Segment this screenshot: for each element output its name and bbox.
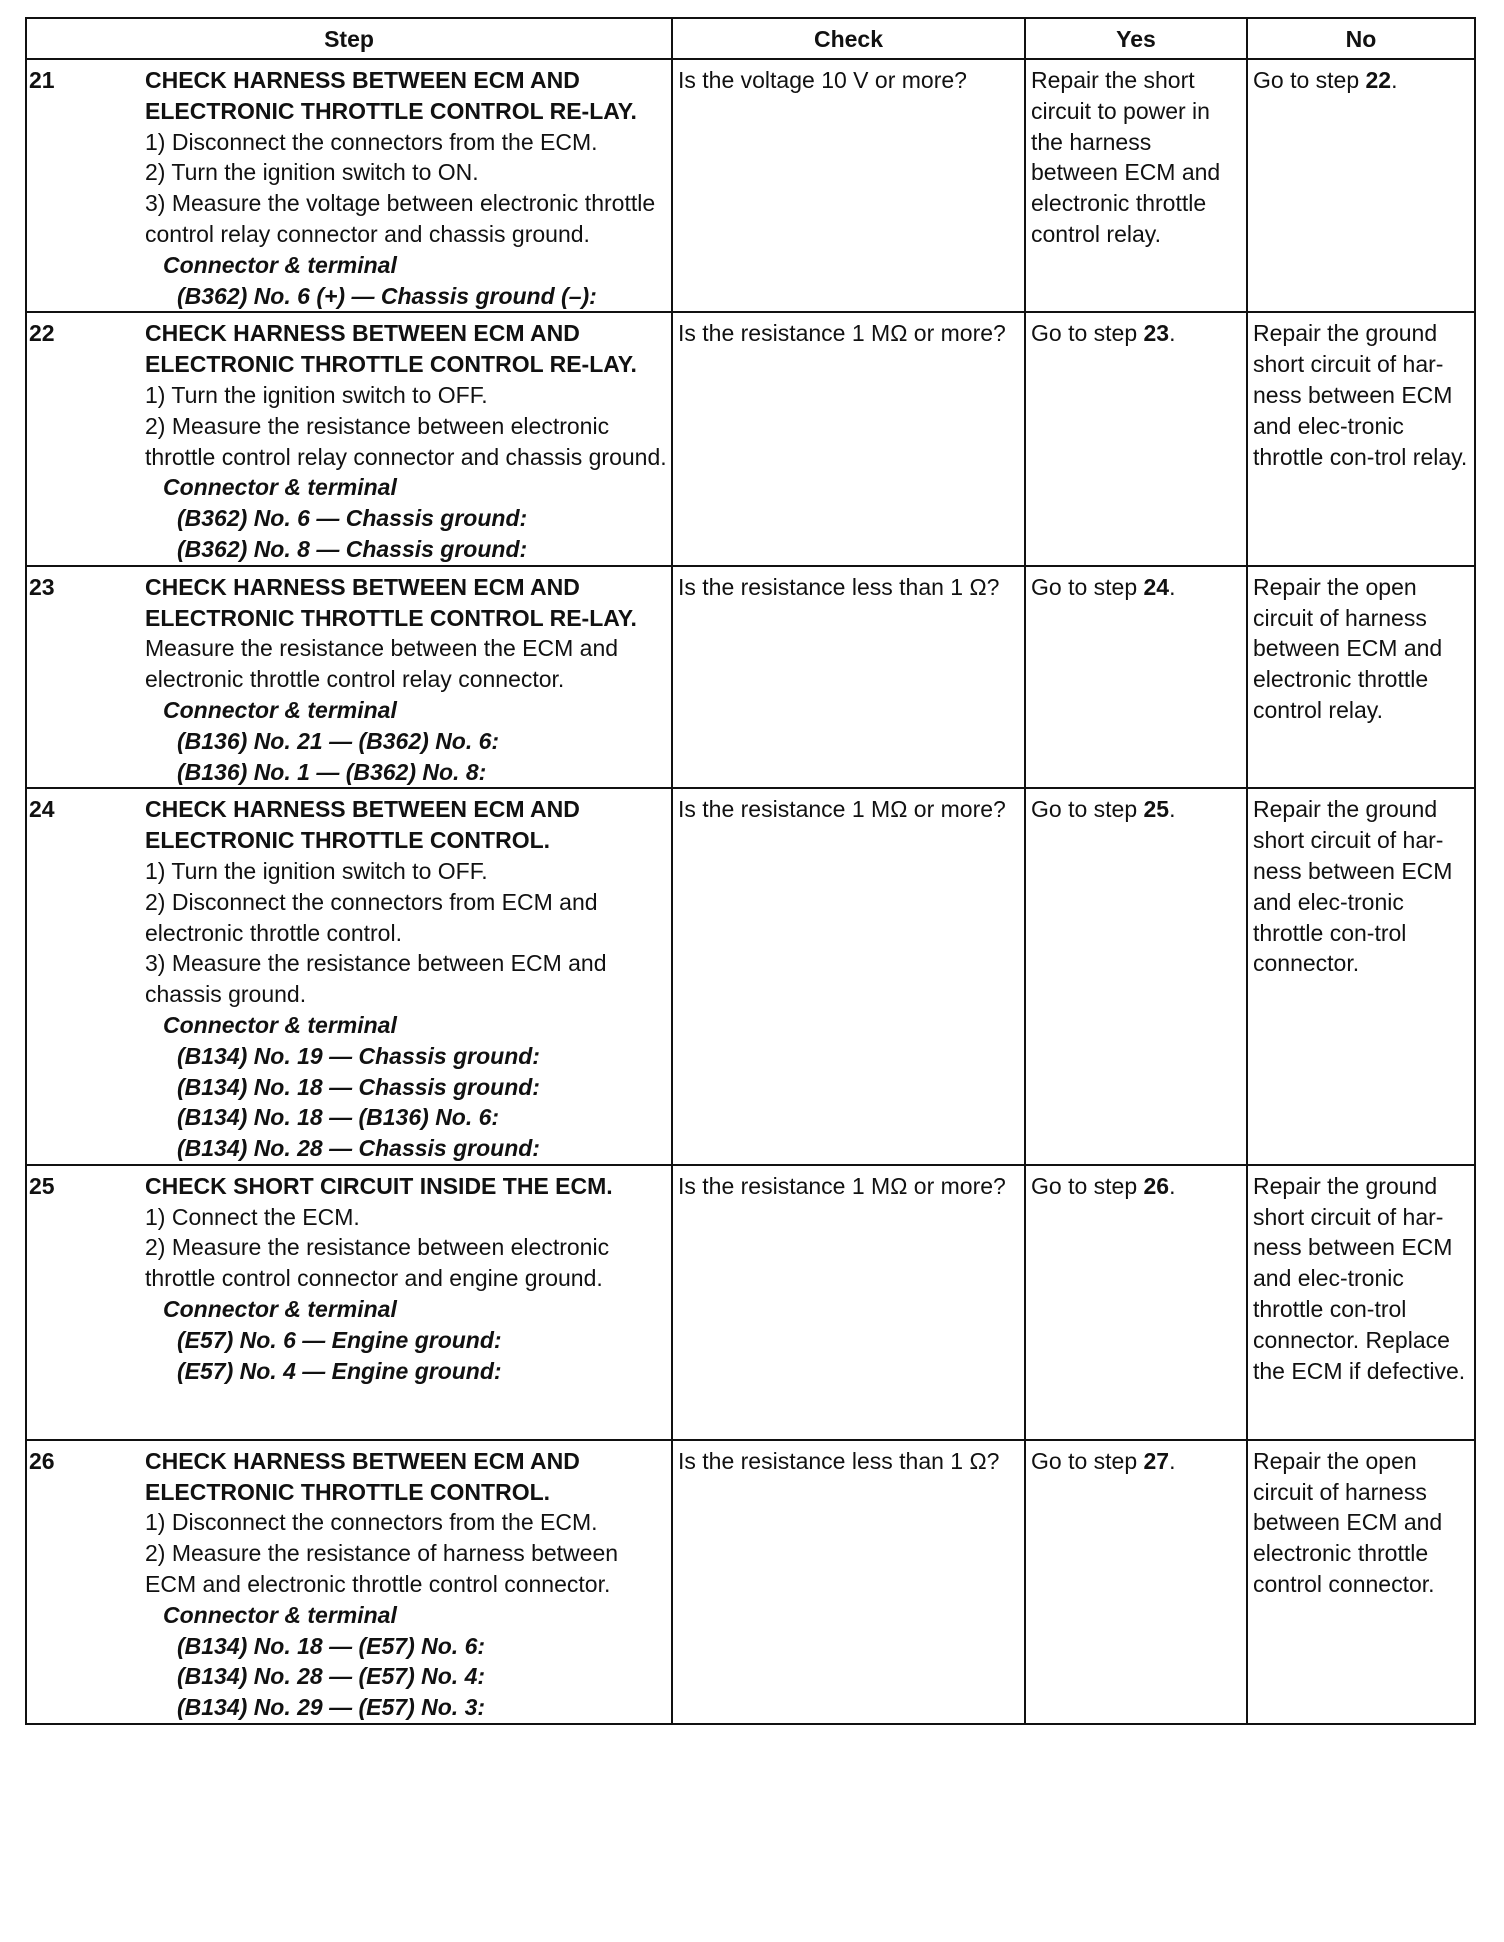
step-instruction: 1) Disconnect the connectors from the ECM. — [145, 1509, 598, 1536]
connector-heading: Connector & terminal — [163, 1296, 397, 1323]
step-cell — [26, 1165, 672, 1440]
yes-text: Go to step — [1031, 573, 1144, 600]
step-number: 21 — [29, 67, 55, 93]
step-instruction: 2) Measure the resistance of harness between ECM and electronic throttle control connector. — [145, 1540, 619, 1598]
connector-terminal: (B134) No. 18 — Chassis ground: — [177, 1073, 540, 1100]
step-title: CHECK HARNESS BETWEEN ECM AND ELECTRONIC THROTTLE CONTROL. — [145, 796, 580, 854]
yes-cell — [1025, 312, 1247, 565]
yes-cell — [1025, 566, 1247, 789]
connector-terminal: (B134) No. 18 — (B136) No. 6: — [177, 1104, 500, 1131]
step-cell — [26, 1440, 672, 1724]
table-row — [26, 1165, 1475, 1440]
diagnostic-table — [25, 17, 1476, 1725]
connector-terminal: (B136) No. 1 — (B362) No. 8: — [177, 758, 487, 785]
check-cell: Is the resistance less than 1 Ω? — [672, 1440, 1025, 1724]
step-instruction: 1) Disconnect the connectors from the ECM. — [145, 128, 598, 155]
step-cell — [26, 788, 672, 1165]
step-title: CHECK HARNESS BETWEEN ECM AND ELECTRONIC THROTTLE CONTROL. — [145, 1447, 580, 1505]
goto-step-number: 23 — [1143, 320, 1170, 347]
connector-terminal: (E57) No. 4 — Engine ground: — [177, 1357, 502, 1384]
goto-step-number: 22 — [1365, 67, 1392, 93]
table-row — [26, 566, 1475, 789]
header-row — [26, 18, 1475, 59]
yes-text: Go to step — [1031, 1172, 1144, 1199]
step-instruction: Measure the resistance between the ECM and electronic throttle control relay connector. — [145, 635, 619, 693]
table-row — [26, 788, 1475, 1165]
yes-cell: Repair the short circuit to power in the harness between ECM and electronic throttle control relay. — [1025, 59, 1247, 312]
step-instruction: 2) Turn the ignition switch to ON. — [145, 159, 479, 186]
header-step: Step — [26, 18, 672, 59]
step-instruction: 2) Measure the resistance between electronic throttle control connector and engine ground. — [145, 1234, 610, 1292]
step-number: 23 — [29, 573, 55, 600]
no-cell — [1247, 59, 1475, 312]
goto-step-number: 24 — [1143, 573, 1170, 600]
yes-cell — [1025, 788, 1247, 1165]
yes-text-suffix: . — [1169, 320, 1176, 347]
connector-terminal: (B362) No. 8 — Chassis ground: — [177, 535, 528, 562]
step-instruction: 3) Measure the resistance between ECM and chassis ground. — [145, 950, 607, 1008]
step-instruction: 1) Turn the ignition switch to OFF. — [145, 381, 488, 408]
step-cell — [26, 566, 672, 789]
step-instruction: 2) Disconnect the connectors from ECM and electronic throttle control. — [145, 888, 598, 946]
connector-terminal: (B136) No. 21 — (B362) No. 6: — [177, 727, 500, 754]
no-text: Go to step — [1253, 67, 1366, 93]
connector-terminal: (B134) No. 28 — Chassis ground: — [177, 1135, 540, 1162]
connector-terminal: (B362) No. 6 — Chassis ground: — [177, 505, 528, 532]
step-number: 26 — [29, 1447, 55, 1474]
step-instruction: 3) Measure the voltage between electronic throttle control relay connector and chassis ground. — [145, 190, 656, 247]
table-row — [26, 1440, 1475, 1724]
check-cell: Is the resistance 1 MΩ or more? — [672, 788, 1025, 1165]
step-title: CHECK HARNESS BETWEEN ECM AND ELECTRONIC THROTTLE CONTROL RE-LAY. — [145, 67, 637, 124]
step-title: CHECK HARNESS BETWEEN ECM AND ELECTRONIC THROTTLE CONTROL RE-LAY. — [145, 320, 637, 378]
yes-text: Go to step — [1031, 320, 1144, 347]
check-cell: Is the voltage 10 V or more? — [672, 59, 1025, 312]
check-cell: Is the resistance 1 MΩ or more? — [672, 1165, 1025, 1440]
table-row — [26, 59, 1475, 312]
yes-text: Go to step — [1031, 796, 1144, 823]
goto-step-number: 27 — [1143, 1447, 1170, 1474]
connector-heading: Connector & terminal — [163, 251, 397, 278]
goto-step-number: 25 — [1143, 796, 1170, 823]
check-cell: Is the resistance less than 1 Ω? — [672, 566, 1025, 789]
yes-text-suffix: . — [1169, 796, 1176, 823]
connector-terminal: (B362) No. 6 (+) — Chassis ground (–): — [177, 282, 597, 309]
step-instruction: 2) Measure the resistance between electronic throttle control relay connector and chassis ground. — [145, 412, 667, 470]
header-no: No — [1247, 18, 1475, 59]
step-instruction: 1) Turn the ignition switch to OFF. — [145, 857, 488, 884]
yes-text-suffix: . — [1169, 573, 1176, 600]
step-number: 24 — [29, 796, 55, 823]
yes-text-suffix: . — [1169, 1172, 1176, 1199]
no-text-suffix: . — [1391, 67, 1398, 93]
step-title: CHECK SHORT CIRCUIT INSIDE THE ECM. — [145, 1172, 613, 1199]
connector-heading: Connector & terminal — [163, 696, 397, 723]
check-cell: Is the resistance 1 MΩ or more? — [672, 312, 1025, 565]
no-cell: Repair the ground short circuit of har-ness between ECM and elec-tronic throttle con-trol connector. — [1247, 788, 1475, 1165]
step-number: 25 — [29, 1172, 55, 1199]
yes-text: Go to step — [1031, 1447, 1144, 1474]
yes-text-suffix: . — [1169, 1447, 1176, 1474]
connector-heading: Connector & terminal — [163, 1011, 397, 1038]
step-cell — [26, 312, 672, 565]
no-cell: Repair the open circuit of harness between ECM and electronic throttle control relay. — [1247, 566, 1475, 789]
no-cell: Repair the open circuit of harness between ECM and electronic throttle control connector. — [1247, 1440, 1475, 1724]
no-cell: Repair the ground short circuit of har-ness between ECM and elec-tronic throttle con-trol connector. Replace the ECM if defective. — [1247, 1165, 1475, 1440]
connector-terminal: (B134) No. 29 — (E57) No. 3: — [177, 1694, 486, 1721]
yes-cell — [1025, 1440, 1247, 1724]
connector-terminal: (B134) No. 19 — Chassis ground: — [177, 1042, 540, 1069]
connector-terminal: (B134) No. 18 — (E57) No. 6: — [177, 1632, 486, 1659]
no-cell: Repair the ground short circuit of har-ness between ECM and elec-tronic throttle con-trol relay. — [1247, 312, 1475, 565]
step-title: CHECK HARNESS BETWEEN ECM AND ELECTRONIC THROTTLE CONTROL RE-LAY. — [145, 573, 637, 631]
goto-step-number: 26 — [1143, 1172, 1170, 1199]
connector-terminal: (B134) No. 28 — (E57) No. 4: — [177, 1663, 486, 1690]
connector-terminal: (E57) No. 6 — Engine ground: — [177, 1326, 502, 1353]
header-yes: Yes — [1025, 18, 1247, 59]
connector-heading: Connector & terminal — [163, 1601, 397, 1628]
step-instruction: 1) Connect the ECM. — [145, 1203, 360, 1230]
connector-heading: Connector & terminal — [163, 474, 397, 501]
step-number: 22 — [29, 320, 55, 347]
header-check: Check — [672, 18, 1025, 59]
table-row — [26, 312, 1475, 565]
yes-cell — [1025, 1165, 1247, 1440]
step-cell — [26, 59, 672, 312]
